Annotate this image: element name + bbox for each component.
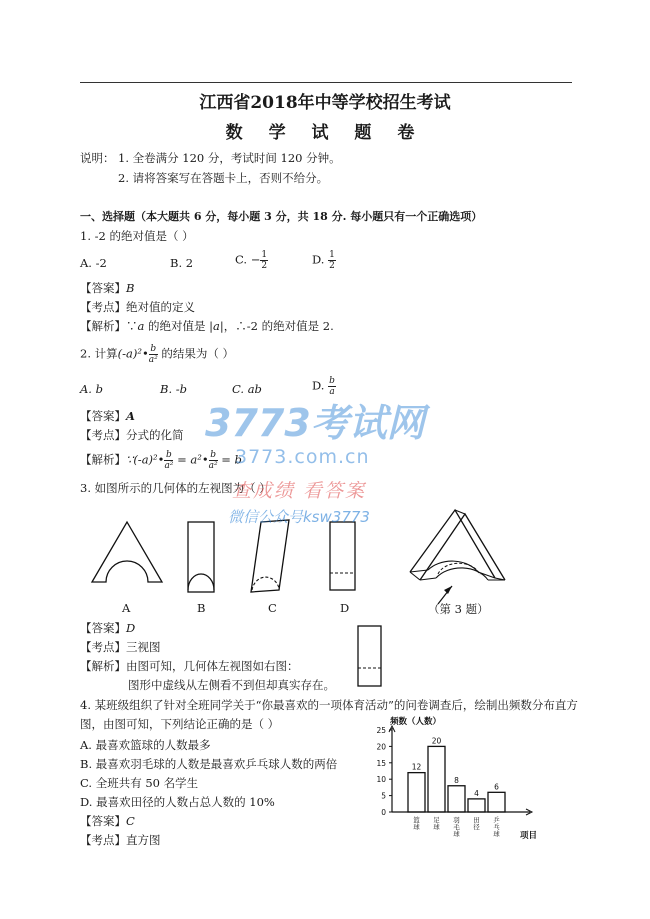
- watermark-site: 3773.com.cn: [235, 446, 370, 468]
- q1-fraction-d: $\frac{1}{2}$: [329, 250, 335, 271]
- section-heading: 一、选择题（本大题共 6 分，每小题 3 分，共 18 分. 每小题只有一个正确选项）: [80, 210, 483, 223]
- chart-data-label: 8: [454, 775, 459, 785]
- q3-option-d-figure: [330, 522, 355, 590]
- chart-title: 频数（人数）: [390, 717, 442, 727]
- q3-label-b: B: [197, 601, 206, 615]
- q1-option-b: B. 2: [170, 256, 194, 270]
- chart-y-tick-label: 5: [381, 791, 386, 801]
- watermark-line-2: 微信公众号ksw3773: [228, 508, 370, 526]
- chart-data-label: 12: [411, 762, 422, 772]
- q1-stem: 1. -2 的绝对值是（ ）: [80, 229, 194, 243]
- q2-stem-fraction: $\frac{b}{\text{a²}}$: [148, 344, 158, 365]
- q4-option-b: B. 最喜欢羽毛球的人数是最喜欢乒乓球人数的两倍: [80, 757, 338, 771]
- chart-data-label: 20: [431, 736, 442, 746]
- q4-option-d: D. 最喜欢田径的人数占总人数的 10%: [80, 795, 275, 809]
- q1-analysis: 【解析】∵a 的绝对值是 |a|，∴-2 的绝对值是 2.: [80, 319, 334, 333]
- exam-subtitle: 数 学 试 题 卷: [225, 123, 425, 143]
- q1-option-d: D. $\frac{1}{2}$: [312, 250, 335, 271]
- chart-x-axis-label: 项目: [520, 831, 538, 841]
- chart-x-tick-label: 乒乓球: [493, 816, 500, 838]
- q3-figure-caption: （第 3 题）: [428, 602, 489, 616]
- q3-label-d: D: [340, 601, 350, 615]
- chart-axes: [389, 726, 532, 815]
- q1-option-a: A. -2: [80, 256, 107, 270]
- q2-option-c: C. ab: [232, 382, 262, 396]
- q2-option-b: B. -b: [160, 382, 188, 396]
- q3-answer-left-view: [355, 624, 385, 690]
- chart-y-tick-label: 0: [381, 808, 386, 817]
- q4-option-a: A. 最喜欢篮球的人数最多: [80, 738, 211, 752]
- q3-label-c: C: [268, 601, 277, 615]
- q4-point: 【考点】直方图: [80, 833, 161, 847]
- chart-x-tick-label: 田径: [473, 816, 480, 831]
- q4-stem-1: 4. 某班级组织了针对全班同学关于“你最喜欢的一项体育活动”的问卷调查后，绘制出频数分布直方: [80, 698, 578, 712]
- q4-answer: 【答案】C: [80, 814, 135, 828]
- q2-answer: 【答案】A: [80, 409, 135, 423]
- chart-y-ticks: [376, 726, 392, 817]
- q1-point: 【考点】绝对值的定义: [80, 300, 195, 314]
- exam-title: 江西省2018年中等学校招生考试: [199, 93, 451, 113]
- q3-label-a: A: [122, 601, 131, 615]
- q2-option-d: D. $\frac{b}{a}$: [312, 376, 335, 397]
- chart-y-tick-label: 10: [376, 775, 386, 785]
- q3-option-b-figure: [188, 522, 214, 592]
- chart-y-tick-label: 15: [376, 758, 386, 768]
- chart-bar: [408, 773, 425, 812]
- chart-x-ticks: [413, 815, 500, 838]
- chart-x-tick-label: 足球: [433, 816, 440, 831]
- q2-stem: 2. 计算(-a)²• $\frac{b}{\text{a²}}$ 的结果为（ ）: [80, 344, 235, 365]
- q3-analysis-2: 图形中虚线从左侧看不到但却真实存在。: [128, 678, 335, 692]
- q3-point: 【考点】三视图: [80, 640, 161, 654]
- q3-stem: 3. 如图所示的几何体的左视图为（ ）: [80, 481, 271, 495]
- chart-y-tick-label: 20: [376, 742, 386, 752]
- notes-label: 说明：: [80, 151, 115, 165]
- q1-answer: 【答案】B: [80, 281, 135, 295]
- q2-option-a: A. b: [80, 382, 103, 396]
- chart-bar: [468, 799, 485, 812]
- watermark-logo: 3773考试网: [205, 401, 425, 445]
- q3-analysis-1: 【解析】由图可知，几何体左视图如右图：: [80, 659, 299, 673]
- q3-option-a-figure: [92, 522, 162, 582]
- chart-bar: [488, 792, 505, 812]
- notes-line-1: 1. 全卷满分 120 分，考试时间 120 分钟。: [118, 151, 341, 165]
- watermark-line-1: 查成绩 看答案: [232, 480, 367, 502]
- chart-x-tick-label: 篮球: [413, 816, 420, 831]
- q2-fraction-d: $\frac{b}{a}$: [329, 376, 335, 397]
- chart-bar: [448, 786, 465, 812]
- chart-bar: [428, 746, 445, 812]
- header-rule: [80, 82, 572, 83]
- q3-answer: 【答案】D: [80, 621, 136, 635]
- q4-option-c: C. 全班共有 50 名学生: [80, 776, 199, 790]
- chart-data-label: 6: [494, 782, 499, 792]
- q3-option-c-figure: [251, 520, 289, 592]
- chart-x-tick-label: 羽毛球: [453, 816, 460, 838]
- q2-analysis: 【解析】∵(-a)²• $\frac{b}{\text{a²}}$ = a²• $\frac{b}{\text{a²}}$ = b: [80, 450, 242, 471]
- notes-line-2: 2. 请将答案写在答题卡上，否则不给分。: [118, 171, 329, 185]
- q4-stem-2: 图，由图可知，下列结论正确的是（ ）: [80, 717, 280, 731]
- chart-data-label: 4: [474, 788, 479, 798]
- q4-histogram: [360, 712, 560, 850]
- q1-option-c: C. − $\frac{1}{2}$: [235, 250, 268, 271]
- q2-point: 【考点】分式的化简: [80, 428, 184, 442]
- q1-fraction-c: $\frac{1}{2}$: [261, 250, 268, 271]
- q3-solid-figure: [410, 510, 505, 604]
- chart-y-tick-label: 25: [376, 726, 386, 735]
